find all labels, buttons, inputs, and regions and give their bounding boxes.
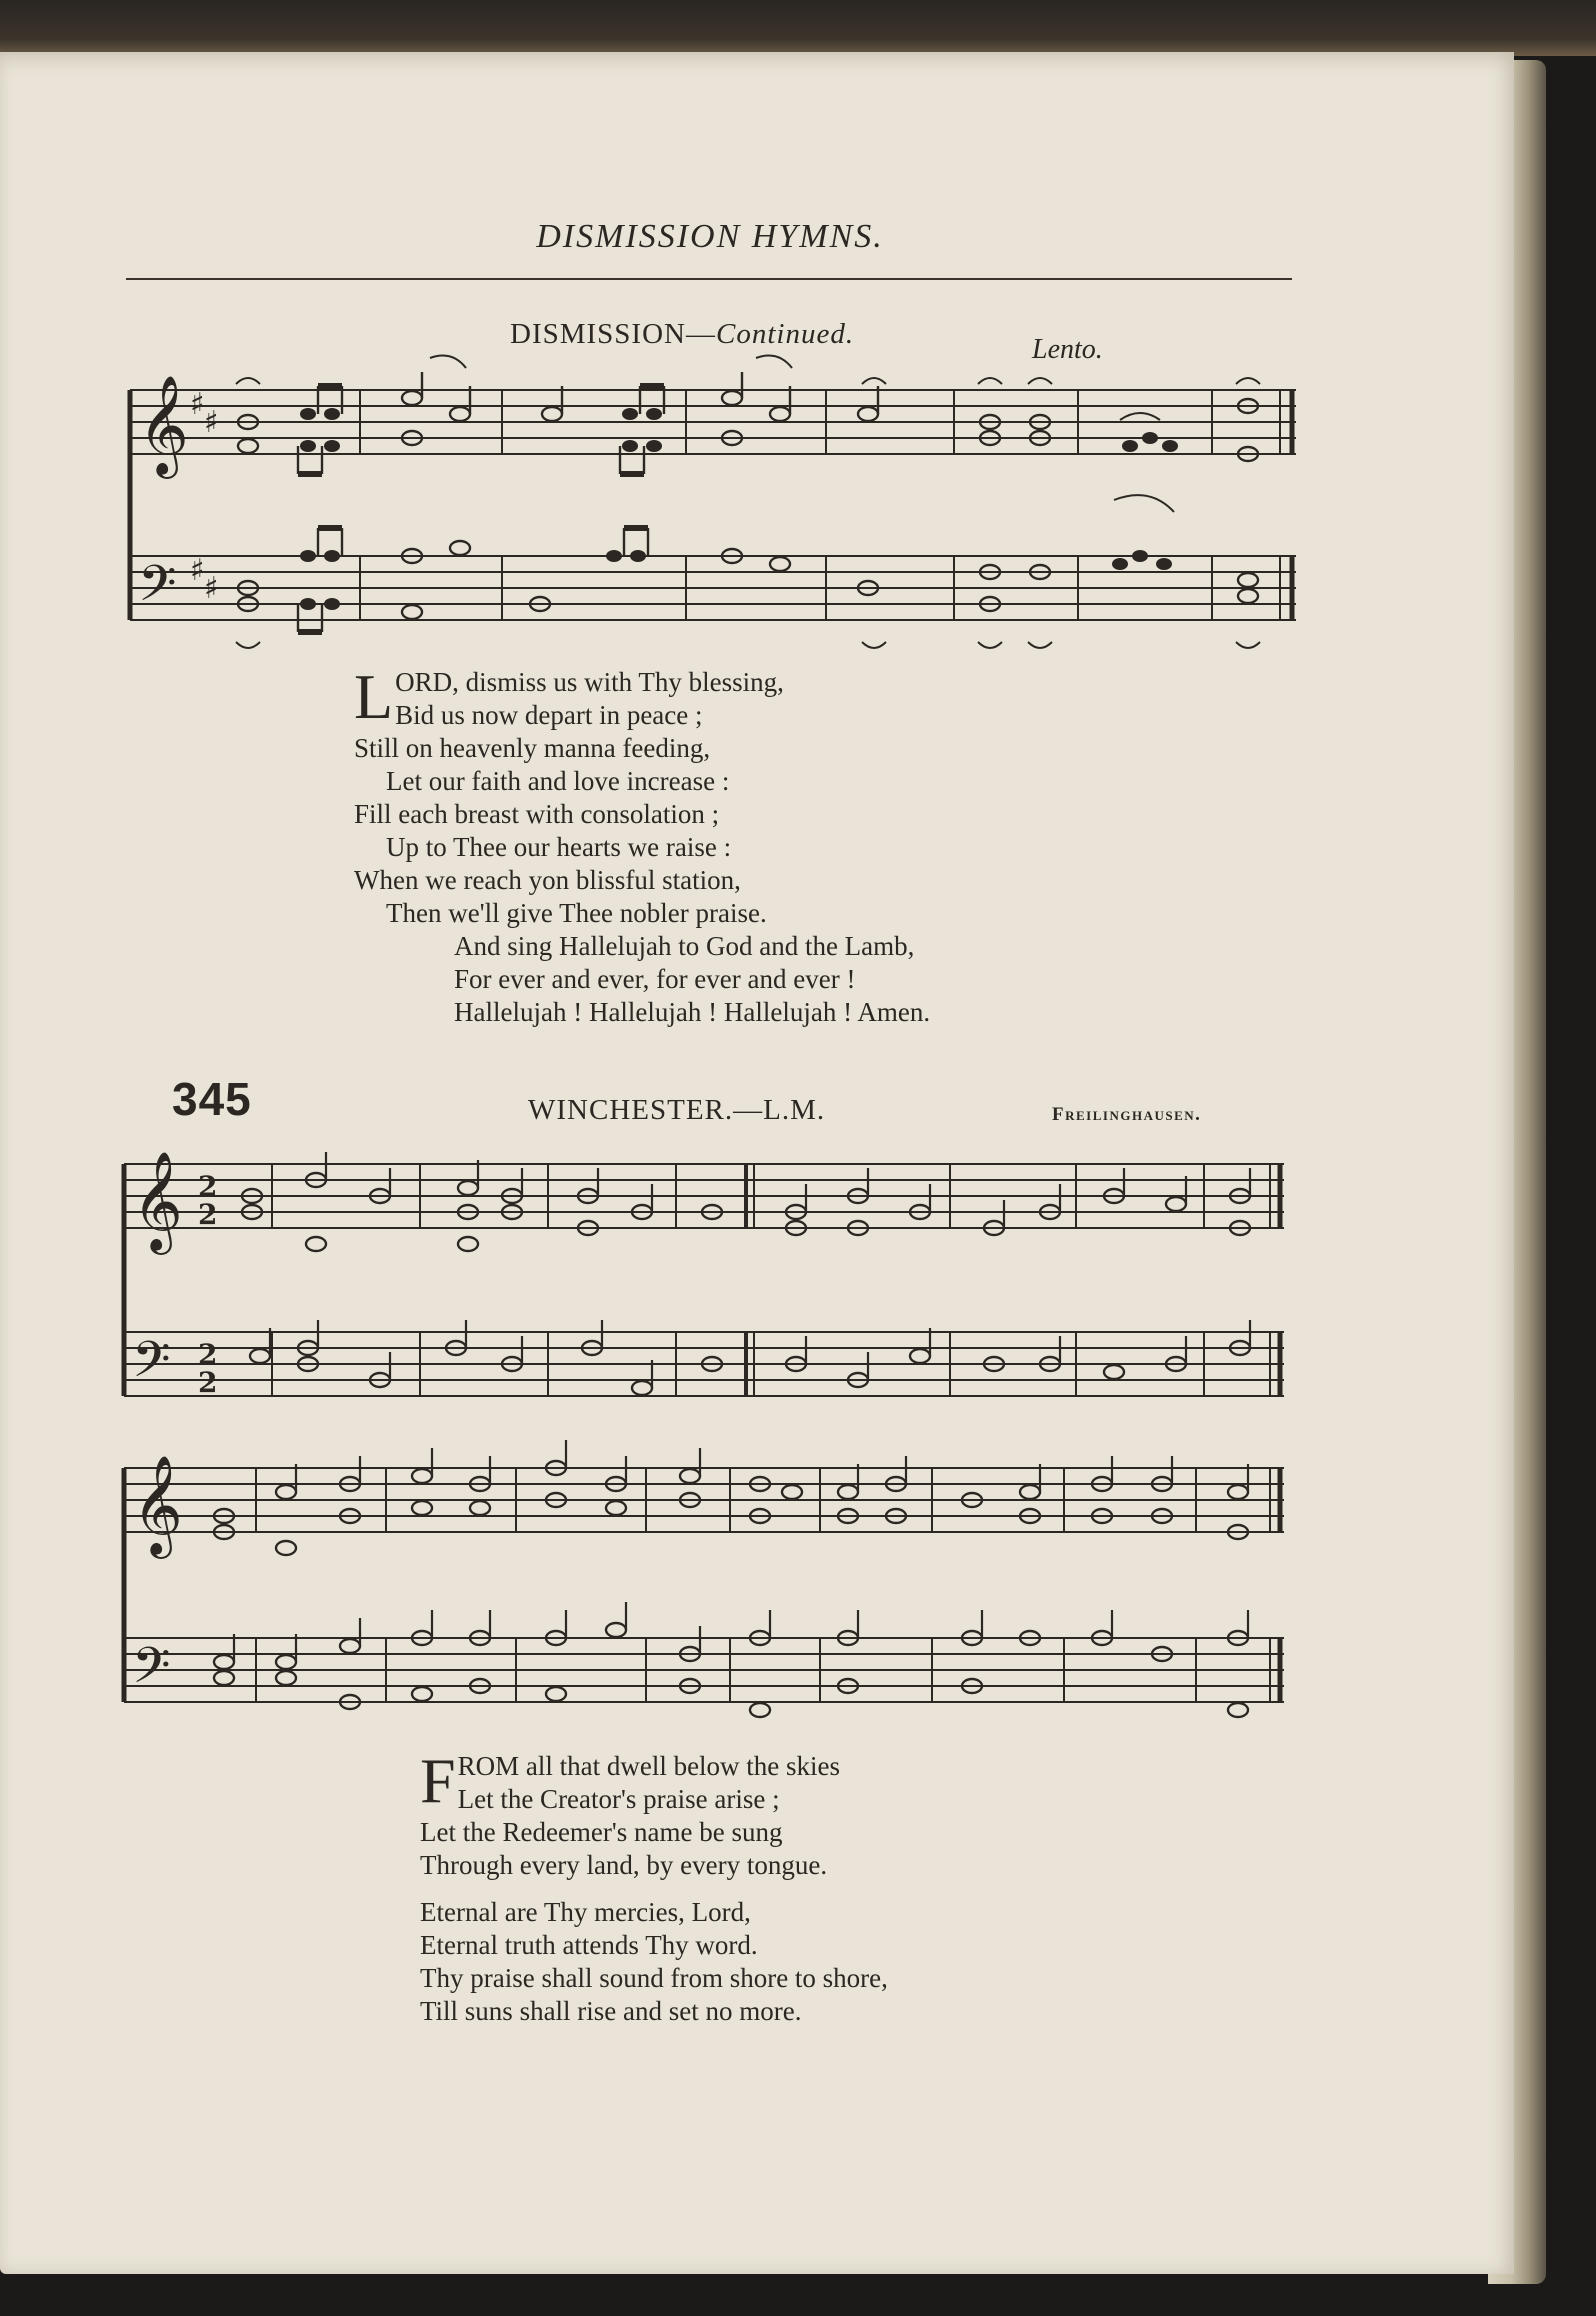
svg-text:♯: ♯	[190, 387, 205, 422]
verse-line: Through every land, by every tongue.	[420, 1850, 828, 1880]
verse-line: Let the Creator's praise arise ;	[457, 1784, 780, 1814]
verse-line: Till suns shall rise and set no more.	[420, 1996, 802, 2026]
music-system-winchester-1	[120, 1152, 1300, 1422]
svg-text:♯: ♯	[204, 571, 219, 606]
treble-clef-icon: 𝄞	[132, 1455, 183, 1555]
verse-line: Up to Thee our hearts we raise :	[386, 832, 732, 862]
composer-name: Freilinghausen.	[1052, 1104, 1202, 1125]
stanza-gap	[420, 1882, 888, 1896]
verse-line: For ever and ever, for ever and ever !	[454, 964, 856, 994]
music-system-winchester-2	[120, 1456, 1300, 1726]
drop-cap: F	[420, 1745, 456, 1816]
verse-dismission	[354, 661, 931, 1029]
tune-title-main: DISMISSION—	[510, 318, 716, 350]
tempo-marking: Lento.	[1032, 334, 1103, 365]
svg-text:♯: ♯	[190, 553, 205, 588]
bass-clef-icon: 𝄢	[132, 1331, 171, 1401]
svg-text:2: 2	[198, 1338, 218, 1371]
verse-line: Fill each breast with consolation ;	[354, 799, 720, 829]
verse-line: Bid us now depart in peace ;	[395, 700, 703, 730]
verse-line: Then we'll give Thee nobler praise.	[386, 898, 767, 928]
verse-line: Hallelujah ! Hallelujah ! Hallelujah ! Amen.	[454, 997, 931, 1027]
header-rule	[126, 278, 1292, 280]
svg-text:2: 2	[198, 1170, 218, 1203]
bass-clef-icon: 𝄢	[138, 555, 177, 625]
verse-line: Still on heavenly manna feeding,	[354, 733, 711, 763]
tune-title-suffix: Continued.	[715, 318, 855, 350]
svg-text:2: 2	[198, 1198, 218, 1231]
svg-text:♯: ♯	[204, 405, 219, 440]
verse-line: Eternal are Thy mercies, Lord,	[420, 1897, 751, 1927]
hymn-number: 345	[172, 1073, 252, 1125]
bass-clef-icon: 𝄢	[132, 1637, 171, 1707]
verse-line: Let the Redeemer's name be sung	[420, 1817, 783, 1847]
verse-line: ROM all that dwell below the skies	[457, 1751, 841, 1781]
verse-line: ORD, dismiss us with Thy blessing,	[395, 667, 784, 697]
tune-title-dismission	[510, 318, 854, 351]
verse-line: Eternal truth attends Thy word.	[420, 1930, 758, 1960]
verse-line: And sing Hallelujah to God and the Lamb,	[454, 931, 915, 961]
treble-clef-icon: 𝄞	[138, 375, 189, 475]
verse-winchester	[420, 1745, 888, 2028]
running-head: DISMISSION HYMNS.	[536, 218, 884, 255]
treble-clef-icon: 𝄞	[132, 1151, 183, 1251]
tune-title-winchester: WINCHESTER.—L.M.	[528, 1094, 826, 1126]
drop-cap: L	[354, 661, 394, 732]
verse-line: When we reach yon blissful station,	[354, 865, 741, 895]
verse-line: Thy praise shall sound from shore to shore,	[420, 1963, 888, 1993]
book-cover-edge	[0, 0, 1596, 56]
verse-line: Let our faith and love increase :	[386, 766, 730, 796]
svg-text:2: 2	[198, 1366, 218, 1399]
music-system-dismission	[120, 375, 1300, 670]
